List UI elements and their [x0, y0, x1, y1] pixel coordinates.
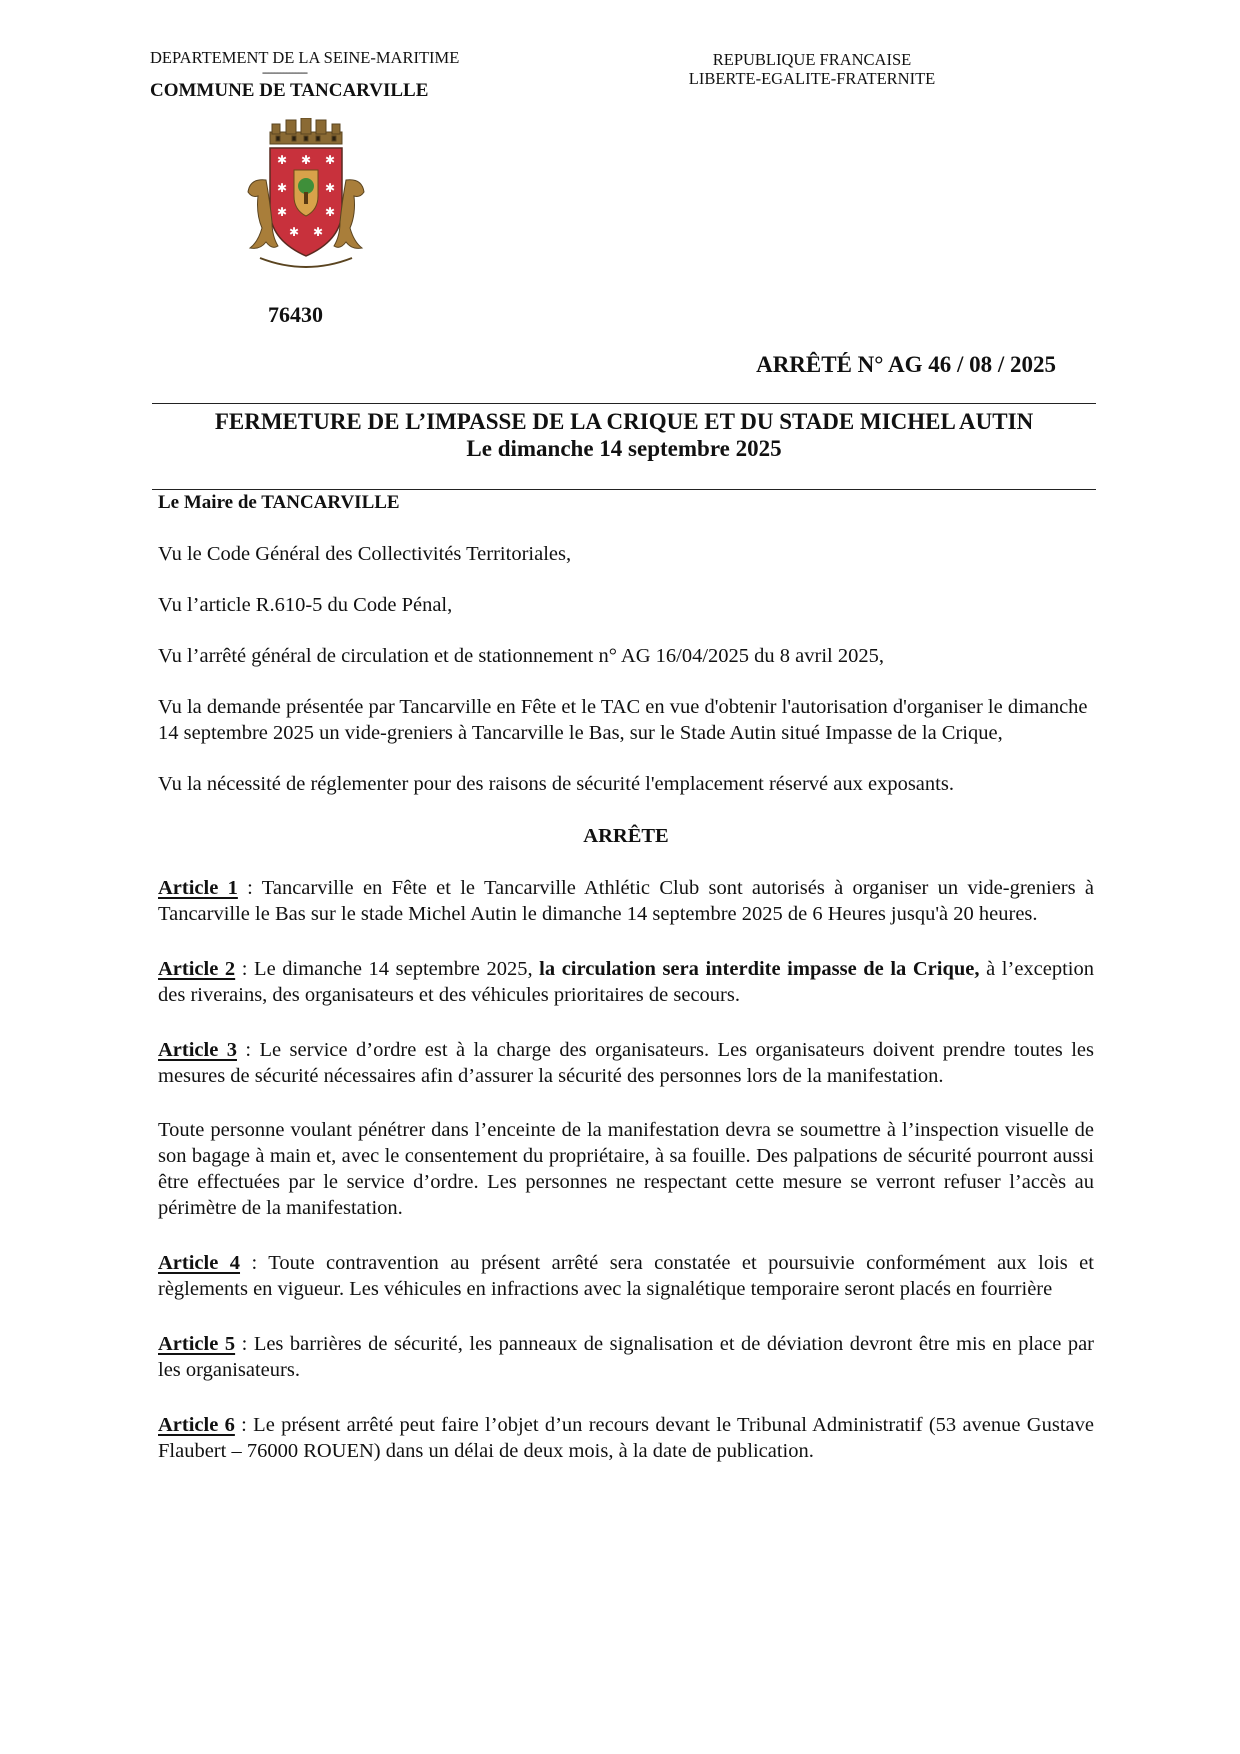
svg-text:✱: ✱	[288, 225, 300, 239]
article-2-text-after: à l’exception des riverains, des organisateurs et des véhicules prioritaires de secours.	[158, 958, 1095, 1006]
considerant-4: Vu la demande présentée par Tancarville en Fête et le TAC en vue d'obtenir l'autorisation d'organiser le dimanche 14 septembre 2025 un vide-greniers à Tancarville le Bas, sur le Stade Autin situé Impasse de la Crique,	[158, 696, 1088, 744]
decree-number: ARRÊTÉ N° AG 46 / 08 / 2025	[756, 352, 1056, 377]
svg-text:✱: ✱	[324, 205, 336, 219]
considerant-3: Vu l’arrêté général de circulation et de stationnement n° AG 16/04/2025 du 8 avril 2025,	[158, 645, 884, 667]
article-3	[158, 1037, 1094, 1089]
article-4-label: Article 4	[158, 1252, 241, 1274]
republic-label: REPUBLIQUE FRANCAISE	[712, 50, 912, 69]
article-2-label: Article 2	[158, 958, 236, 980]
article-6-text: : Le présent arrêté peut faire l’objet d’un recours devant le Tribunal Administratif (53 avenue Gustave Flaubert – 76000 ROUEN) dans un délai de deux mois, à la date de publication.	[158, 1414, 1094, 1462]
svg-text:✱: ✱	[276, 181, 288, 195]
article-5-text: : Les barrières de sécurité, les panneaux de signalisation et de déviation devront être mis en place par les organisateurs.	[158, 1333, 1094, 1381]
header-right	[672, 50, 952, 88]
article-5	[158, 1331, 1094, 1383]
svg-text:✱: ✱	[324, 153, 336, 167]
decree-title	[152, 408, 1096, 462]
article-6-label: Article 6	[158, 1414, 235, 1436]
svg-text:✱: ✱	[276, 153, 288, 167]
considerant-2: Vu l’article R.610-5 du Code Pénal,	[158, 594, 453, 616]
article-1-label: Article 1	[158, 877, 238, 899]
article-5-label: Article 5	[158, 1333, 236, 1355]
republic-motto: LIBERTE-EGALITE-FRATERNITE	[688, 69, 936, 88]
mayor-label: Le Maire de TANCARVILLE	[158, 492, 400, 513]
svg-text:✱: ✱	[324, 181, 336, 195]
article-4	[158, 1250, 1094, 1302]
header-separator: ---------------	[262, 65, 307, 79]
article-2-text-bold: la circulation sera interdite impasse de la Crique,	[539, 958, 980, 980]
article-4-text: : Toute contravention au présent arrêté sera constatée et poursuivie conformément aux lois et règlements en vigueur. Les véhicules en infractions avec la signalétique temporaire seront placés en fourrière	[158, 1252, 1094, 1300]
article-1-text: : Tancarville en Fête et le Tancarville Athlétic Club sont autorisés à organiser un vide-greniers à Tancarville le Bas sur le stade Michel Autin le dimanche 14 septembre 2025 de 6 Heures jusqu'à 20 heures.	[158, 877, 1094, 925]
article-3-label: Article 3	[158, 1039, 237, 1061]
decree-title-line1: FERMETURE DE L’IMPASSE DE LA CRIQUE ET DU STADE MICHEL AUTIN	[214, 409, 1034, 434]
title-rule-top	[152, 403, 1096, 404]
considerant-5: Vu la nécessité de réglementer pour des raisons de sécurité l'emplacement réservé aux exposants.	[158, 773, 954, 795]
security-paragraph: Toute personne voulant pénétrer dans l’enceinte de la manifestation devra se soumettre à l’inspection visuelle de son bagage à main et, avec le consentement du propriétaire, à sa fouille. Des palpations de sécurité pourront aussi être effectuées par le service d’ordre. Les personnes ne respectant cette mesure se verront refuser l’accès au périmètre de la manifestation.	[158, 1119, 1094, 1219]
department-name: DEPARTEMENT DE LA SEINE-MARITIME	[150, 48, 460, 67]
arrete-heading: ARRÊTE	[583, 825, 669, 847]
considerant-1: Vu le Code Général des Collectivités Territoriales,	[158, 543, 572, 565]
svg-text:✱: ✱	[312, 225, 324, 239]
article-3-text: : Le service d’ordre est à la charge des organisateurs. Les organisateurs doivent prendre toutes les mesures de sécurité nécessaires afin d’assurer la sécurité des personnes lors de la manifestation.	[158, 1039, 1094, 1087]
decree-body	[158, 490, 1094, 1464]
coat-of-arms-icon	[236, 118, 376, 276]
article-2-text-before: : Le dimanche 14 septembre 2025,	[235, 958, 540, 980]
article-2	[158, 956, 1094, 1008]
commune-name: COMMUNE DE TANCARVILLE	[150, 80, 429, 101]
decree-title-line2: Le dimanche 14 septembre 2025	[466, 436, 782, 461]
postal-code: 76430	[268, 302, 323, 327]
svg-text:✱: ✱	[300, 153, 312, 167]
header-left	[150, 48, 480, 100]
svg-text:✱: ✱	[276, 205, 288, 219]
article-1	[158, 875, 1094, 927]
article-6	[158, 1412, 1094, 1464]
